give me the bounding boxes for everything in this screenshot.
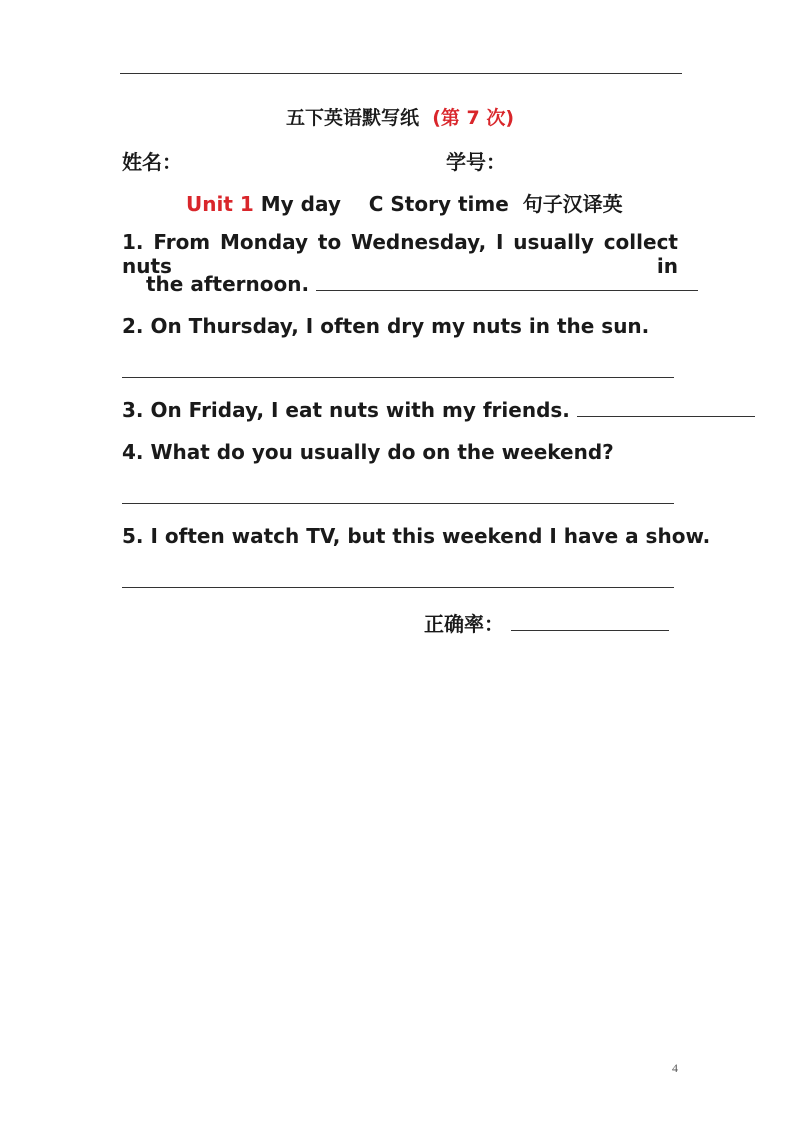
page-title — [0, 103, 800, 130]
question-2: 2. On Thursday, I often dry my nuts in the sun. — [122, 314, 650, 338]
answer-blank-1[interactable] — [316, 272, 698, 291]
title-count: (第 7 次) — [432, 107, 515, 129]
question-3: 3. On Friday, I eat nuts with my friends. — [122, 398, 570, 422]
answer-blank-3[interactable] — [577, 398, 755, 417]
name-label: 姓名： — [122, 150, 182, 174]
answer-blank-5[interactable] — [122, 587, 674, 588]
question-1-line-2 — [146, 272, 698, 296]
unit-label: Unit 1 — [186, 192, 254, 216]
accuracy-label: 正确率： — [424, 612, 504, 636]
title-text: 五下英语默写纸 — [285, 107, 419, 129]
accuracy-blank[interactable] — [511, 612, 669, 631]
student-id-label: 学号： — [446, 150, 506, 174]
page-number: 4 — [672, 1061, 678, 1075]
question-1-continuation: the afternoon. — [146, 272, 310, 296]
answer-blank-2[interactable] — [122, 377, 674, 378]
accuracy-row — [424, 608, 669, 637]
top-divider — [120, 73, 682, 74]
section-heading — [186, 188, 623, 217]
question-4: 4. What do you usually do on the weekend? — [122, 440, 614, 464]
section-topic: My day C Story time 句子汉译英 — [253, 192, 623, 216]
question-3-row — [122, 398, 755, 422]
question-1-line-1: 1. From Monday to Wednesday, I usually collect nuts in — [122, 230, 678, 278]
answer-blank-4[interactable] — [122, 503, 674, 504]
question-5: 5. I often watch TV, but this weekend I have a show. — [122, 524, 711, 548]
